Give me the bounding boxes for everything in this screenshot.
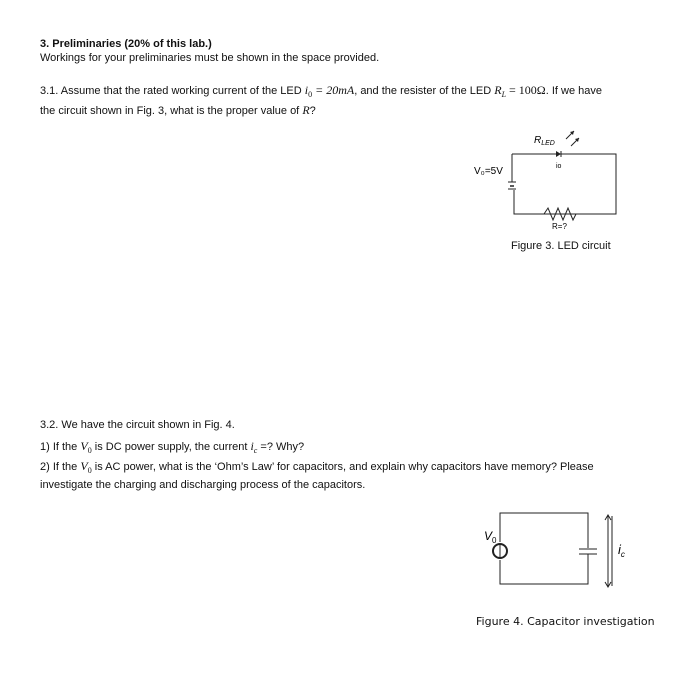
q31-text-c: . If we have <box>545 85 602 97</box>
q32-text-a: 1) If the <box>40 441 81 453</box>
q32-line1 <box>40 439 304 455</box>
q32-line3: investigate the charging and discharging process of the capacitors. <box>40 479 366 491</box>
q32-text-e: is AC power, what is the ‘Ohm’s Law’ for capacitors, and explain why capacitors have memory? Please <box>91 461 594 473</box>
io-label: io <box>556 163 562 170</box>
q31-text-b: , and the resister of the LED <box>354 85 495 97</box>
q31-line2 <box>40 103 316 118</box>
section-title: 3. Preliminaries (20% of this lab.) <box>40 38 212 50</box>
q32-v0-var-2: V <box>80 459 88 473</box>
fig4-wire-top <box>500 513 588 548</box>
led-diode-icon <box>556 151 561 157</box>
q31-eq2: = 100Ω <box>506 83 546 97</box>
q32-v0-sub: 0 <box>87 446 92 456</box>
q31-i0-var: i <box>304 83 309 97</box>
q31-r-var: R <box>302 103 310 117</box>
figure4-diagram <box>478 508 638 598</box>
r-label: R=? <box>552 222 567 231</box>
q32-ic-sub: c <box>253 446 258 456</box>
fig4-v0-label: $V_0$ <box>484 529 497 545</box>
q32-intro: 3.2. We have the circuit shown in Fig. 4. <box>40 419 235 431</box>
vo-label: V₀=5V <box>474 166 503 177</box>
figure3-diagram <box>470 126 630 234</box>
q31-text-d: the circuit shown in Fig. 3, what is the proper value of <box>40 105 303 117</box>
fig4-wire-bottom <box>500 554 588 584</box>
figure4-caption: Figure 4. Capacitor investigation <box>476 615 655 628</box>
q32-text-b: is DC power supply, the current <box>91 441 251 453</box>
fig4-ic-label: $i_c$ <box>618 542 625 559</box>
section-subtitle: Workings for your preliminaries must be shown in the space provided. <box>40 52 380 64</box>
q31-rl-sub: L <box>501 90 507 100</box>
figure3-caption: Figure 3. LED circuit <box>511 240 611 252</box>
q31-text-e: ? <box>309 105 316 117</box>
q31-i0-sub: 0 <box>308 90 313 100</box>
q31-rl-var: R <box>494 83 502 97</box>
q32-text-d: 2) If the <box>40 461 81 473</box>
q32-ic-var: i <box>250 439 254 453</box>
rled-label: $R_{LED}$ <box>534 135 555 147</box>
q32-v0-var: V <box>80 439 88 453</box>
fig3-wire <box>512 154 616 214</box>
q32-text-c: =? Why? <box>257 441 305 453</box>
q31-line1 <box>40 83 602 99</box>
q31-eq1: = 20mA <box>312 83 355 97</box>
q32-v0-sub-2: 0 <box>87 466 92 476</box>
q32-line2 <box>40 459 594 475</box>
q31-text-a: 3.1. Assume that the rated working current of the LED <box>40 85 305 97</box>
